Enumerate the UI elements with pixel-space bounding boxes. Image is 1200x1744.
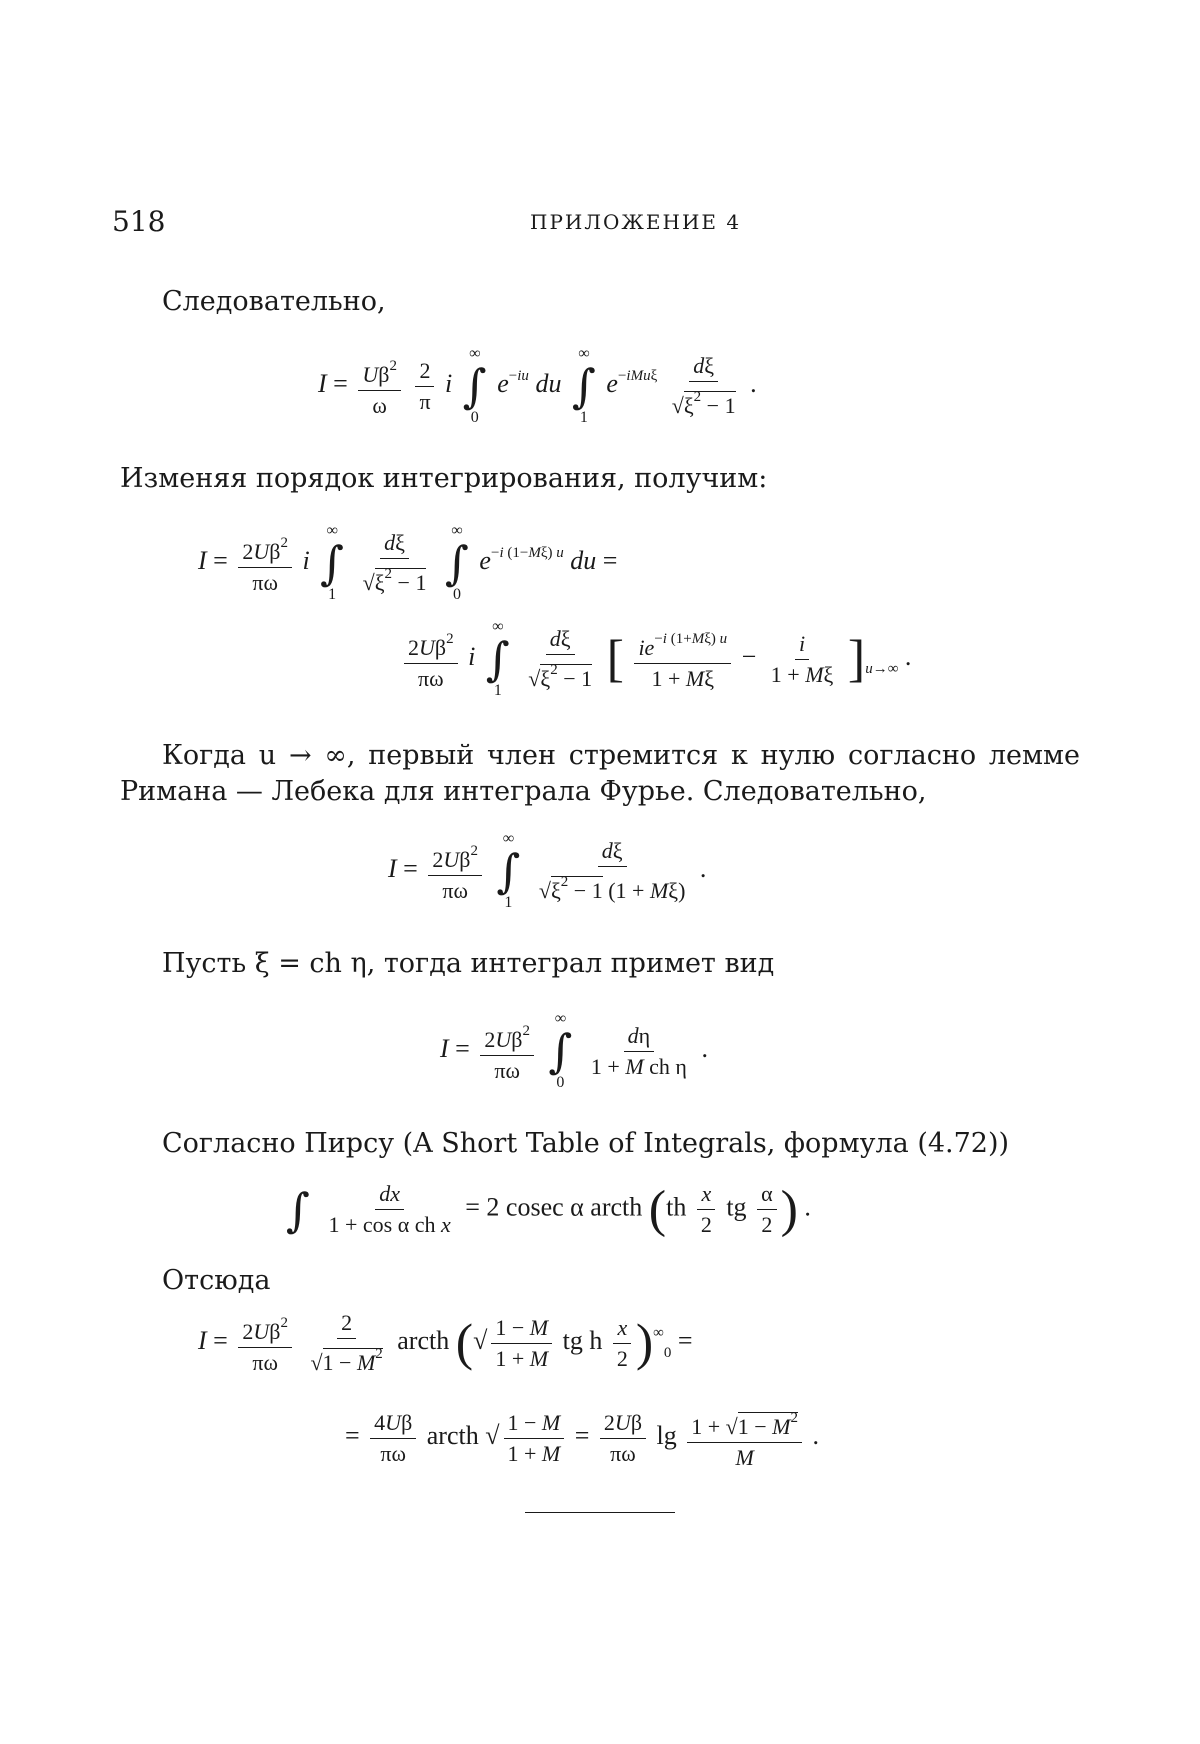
equation-3: I = $\frac{2U\beta^2}{\pi\omega}$ ∞ ∫ 1 $\frac{d\xi}{√\xi^2 - 1 (1 + M\xi)}$ . <box>388 830 707 911</box>
equation-2-line-2: $\frac{2U\beta^2}{\pi\omega}$ i ∞ ∫ 1 $\frac{d\xi}{√\xi^2 - 1}$ [ $\frac{ie^{-i (1+M\xi) u}}{1 + M\xi}$ − $\frac{i}{1 + M\xi}$ ]$_{u\to\infty}$ . <box>400 618 911 700</box>
equation-1: I = $\frac{U\beta^2}{\omega}$ $\frac{2}{\pi}$ i ∞ ∫ 0 $e^{-iu}$ du ∞ ∫ 1 $e^{-iMu\xi}$ $\frac{d\xi}{√\xi^2 - 1}$ . <box>318 345 757 426</box>
paragraph-4: Пусть ξ = ch η, тогда интеграл примет вид <box>162 948 775 979</box>
paragraph-2: Изменяя порядок интегрирования, получим: <box>120 463 768 494</box>
running-head: ПРИЛОЖЕНИЕ 4 <box>530 210 742 234</box>
equation-2-line-1: I = $\frac{2U\beta^2}{\pi\omega}$ i ∞ ∫ 1 $\frac{d\xi}{√\xi^2 - 1}$ ∞ ∫ 0 $e^{-i (1-M\xi) u}$ du = <box>198 522 618 603</box>
equation-6-line-2: = $\frac{4U\beta}{\pi\omega}$ arcth √ $\frac{1 - M}{1 + M}$ = $\frac{2U\beta}{\pi\omega}$ lg $\frac{1 + √1 - M^2}{M}$ . <box>345 1405 819 1471</box>
paragraph-5: Согласно Пирсу (A Short Table of Integrals, формула (4.72)) <box>162 1128 1010 1159</box>
page-number: 518 <box>112 205 166 238</box>
paragraph-3: Когда u → ∞, первый член стремится к нулю согласно лемме Римана — Лебека для интеграла Фурье. Следовательно, <box>120 740 1080 807</box>
equation-4: I = $\frac{2U\beta^2}{\pi\omega}$ ∞ ∫ 0 $\frac{d\eta}{\text{1 + M ch η}}$ . <box>440 1010 708 1091</box>
paragraph-1: Следовательно, <box>162 286 386 317</box>
equation-5: ∫ $\frac{dx}{\text{1 + cos α ch x}}$ = 2 cosec α arcth (th $\frac{x}{2}$ tg $\frac{\alpha}{2}$ ) . <box>286 1181 811 1238</box>
end-rule <box>525 1512 675 1513</box>
equation-6-line-1: I = $\frac{2U\beta^2}{\pi\omega}$ $\frac{2}{√1 - M^2}$ arcth (√ $\frac{1 - M}{1 + M}$ tg h $\frac{x}{2}$ )$^\infty_0$ = <box>198 1310 693 1375</box>
paragraph-6: Отсюда <box>162 1265 271 1296</box>
